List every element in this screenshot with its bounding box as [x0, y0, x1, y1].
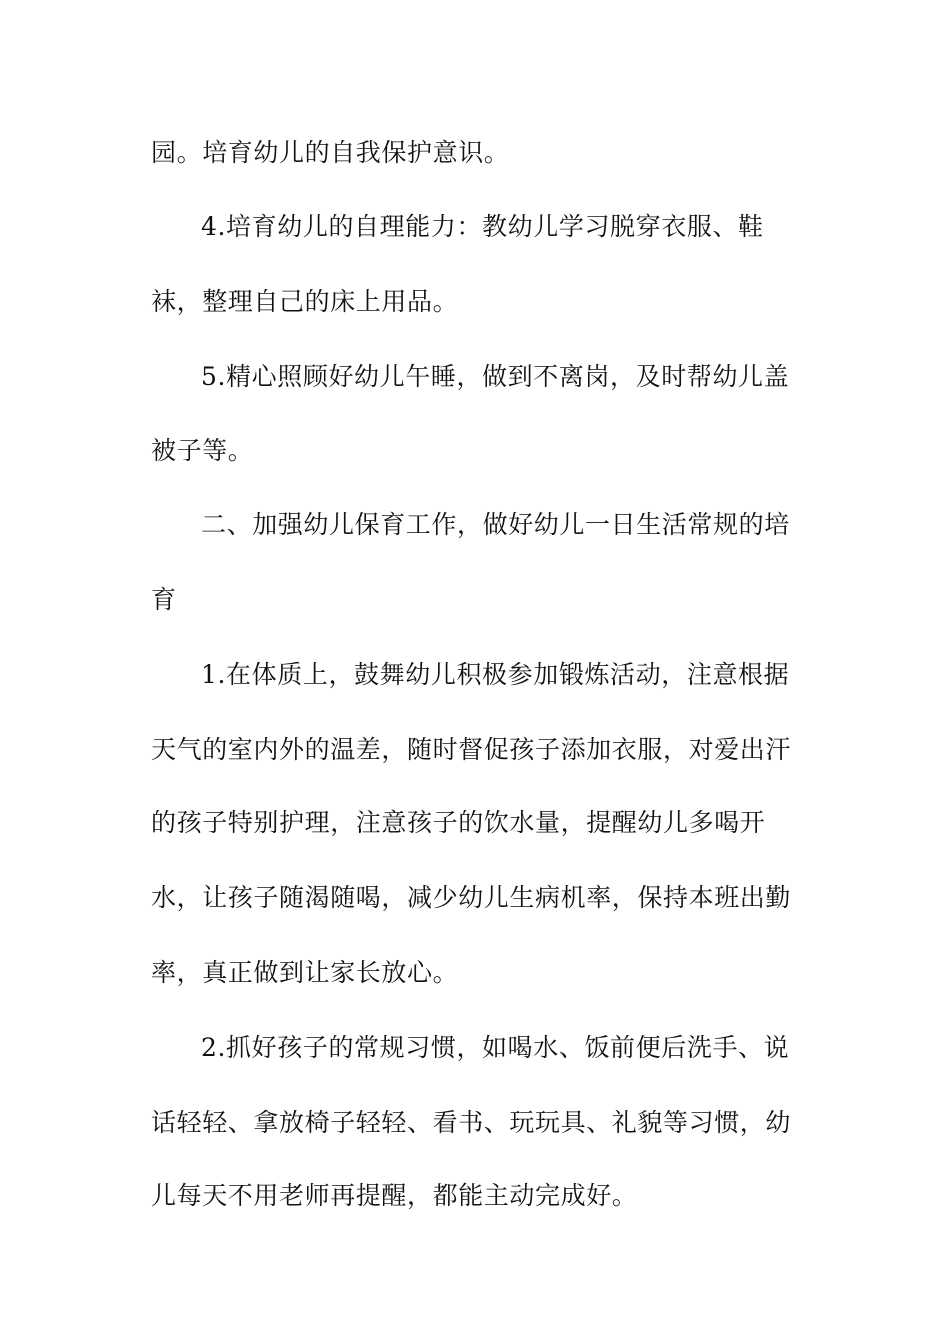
- section-heading: 二、加强幼儿保育工作，做好幼儿一日生活常规的培: [201, 510, 790, 539]
- text-line: 袜，整理自己的床上用品。: [151, 287, 459, 316]
- text-line: 儿每天不用老师再提醒，都能主动完成好。: [151, 1181, 638, 1210]
- text-line: 4.培育幼儿的自理能力：教幼儿学习脱穿衣服、鞋: [201, 212, 764, 241]
- text-line: 2.抓好孩子的常规习惯，如喝水、饭前便后洗手、说: [201, 1033, 790, 1062]
- text-line: 水，让孩子随渴随喝，减少幼儿生病机率，保持本班出勤: [151, 883, 792, 912]
- text-line: 5.精心照顾好幼儿午睡，做到不离岗，及时帮幼儿盖: [201, 362, 790, 391]
- section-heading-continued: 育: [151, 585, 177, 614]
- text-line: 天气的室内外的温差，随时督促孩子添加衣服，对爱出汗: [151, 735, 792, 764]
- text-line: 1.在体质上，鼓舞幼儿积极参加锻炼活动，注意根据: [201, 660, 790, 689]
- text-line: 话轻轻、拿放椅子轻轻、看书、玩玩具、礼貌等习惯，幼: [151, 1108, 792, 1137]
- text-line: 的孩子特别护理，注意孩子的饮水量，提醒幼儿多喝开: [151, 808, 766, 837]
- text-line: 被子等。: [151, 436, 254, 465]
- text-line: 园。培育幼儿的自我保护意识。: [151, 138, 510, 167]
- text-line: 率，真正做到让家长放心。: [151, 958, 459, 987]
